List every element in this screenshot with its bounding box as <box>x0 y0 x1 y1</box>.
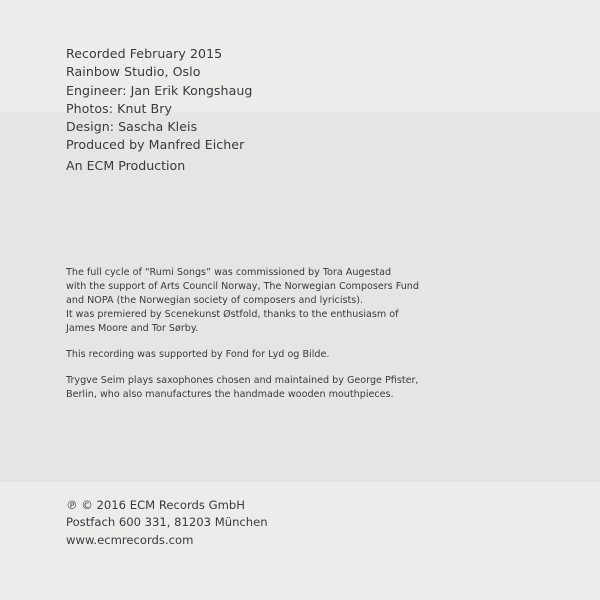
saxophones-paragraph <box>66 374 486 402</box>
credit-producer: Produced by Manfred Eicher <box>66 137 245 153</box>
support-line: This recording was supported by Fond for Lyd og Bilde. <box>66 349 330 361</box>
commission-line: with the support of Arts Council Norway, The Norwegian Composers Fund <box>66 280 419 292</box>
address-line: Postfach 600 331, 81203 München <box>66 515 268 529</box>
commission-line: It was premiered by Scenekunst Østfold, thanks to the enthusiasm of <box>66 308 399 320</box>
commission-paragraph <box>66 266 486 336</box>
saxophones-line: Trygve Seim plays saxophones chosen and maintained by George Pfister, <box>66 375 419 387</box>
credit-studio: Rainbow Studio, Oslo <box>66 64 201 80</box>
liner-notes <box>66 266 486 415</box>
commission-line: and NOPA (the Norwegian society of composers and lyricists). <box>66 294 364 306</box>
credit-photos: Photos: Knut Bry <box>66 100 172 116</box>
recording-credits <box>66 45 252 155</box>
commission-line: James Moore and Tor Sørby. <box>66 322 199 334</box>
production-label: An ECM Production <box>66 158 186 173</box>
website-link[interactable]: www.ecmrecords.com <box>66 533 194 547</box>
label-info <box>66 497 268 531</box>
credit-recorded: Recorded February 2015 <box>66 46 223 61</box>
copyright-line: ℗ © 2016 ECM Records GmbH <box>66 498 245 512</box>
credit-design: Design: Sascha Kleis <box>66 119 198 135</box>
saxophones-line: Berlin, who also manufactures the handmade wooden mouthpieces. <box>66 389 394 401</box>
credit-engineer: Engineer: Jan Erik Kongshaug <box>66 82 253 98</box>
commission-line: The full cycle of “Rumi Songs” was commissioned by Tora Augestad <box>66 267 392 278</box>
support-paragraph <box>66 348 486 362</box>
